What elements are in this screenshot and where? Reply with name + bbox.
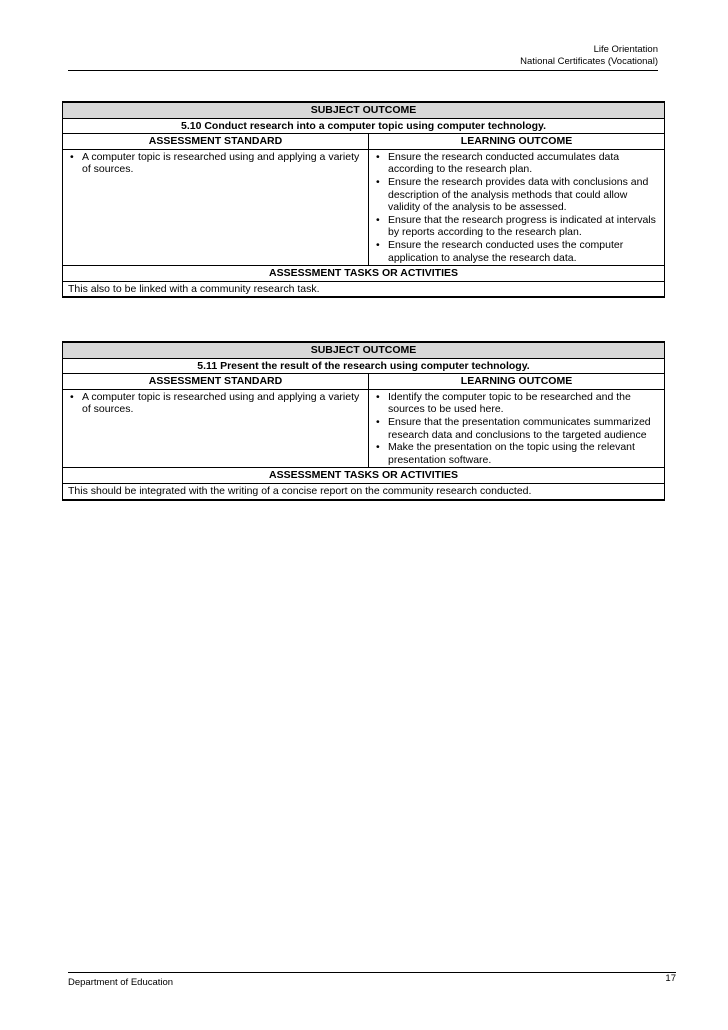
assessment-tasks-heading: ASSESSMENT TASKS OR ACTIVITIES [63,266,665,282]
outcome-title: 5.10 Conduct research into a computer topic using computer technology. [63,118,665,134]
outcome-table-5-11 [62,341,665,501]
learning-outcome-item: • Make the presentation on the topic using the relevant presentation software. [374,441,659,466]
subject-outcome-heading: SUBJECT OUTCOME [63,342,665,358]
subject-outcome-heading: SUBJECT OUTCOME [63,102,665,118]
learning-outcome-item: • Ensure the research provides data with conclusions and description of the analysis methods that could allow validity of the analysis to be assessed. [374,176,659,214]
page-footer [68,972,676,988]
learning-outcome-heading: LEARNING OUTCOME [369,134,665,150]
assessment-standard-cell [63,149,369,265]
assessment-tasks-heading: ASSESSMENT TASKS OR ACTIVITIES [63,468,665,484]
page-header [68,44,658,71]
assessment-standard-heading: ASSESSMENT STANDARD [63,374,369,390]
learning-outcome-item: • Ensure that the research progress is indicated at intervals by reports according to the research plan. [374,214,659,239]
assessment-tasks-text: This also to be linked with a community research task. [63,281,665,297]
learning-outcome-item: • Ensure the research conducted uses the computer application to analyse the research data. [374,239,659,264]
assessment-standard-heading: ASSESSMENT STANDARD [63,134,369,150]
assessment-standard-item: • A computer topic is researched using and applying a variety of sources. [68,391,363,416]
learning-outcome-cell [369,149,665,265]
outcome-table-5-10 [62,101,665,298]
assessment-standard-item: • A computer topic is researched using and applying a variety of sources. [68,151,363,176]
assessment-standard-cell [63,389,369,468]
learning-outcome-item: • Ensure that the presentation communicates summarized research data and conclusions to the targeted audience [374,416,659,441]
header-subject: Life Orientation [593,44,658,55]
learning-outcome-item: • Ensure the research conducted accumulates data according to the research plan. [374,151,659,176]
footer-department: Department of Education [68,977,174,988]
outcome-title: 5.11 Present the result of the research using computer technology. [63,358,665,374]
page-number: 17 [665,973,676,984]
learning-outcome-heading: LEARNING OUTCOME [369,374,665,390]
assessment-tasks-text: This should be integrated with the writing of a concise report on the community research conducted. [63,483,665,499]
learning-outcome-item: • Identify the computer topic to be researched and the sources to be used here. [374,391,659,416]
learning-outcome-cell [369,389,665,468]
header-certificate: National Certificates (Vocational) [520,56,658,67]
